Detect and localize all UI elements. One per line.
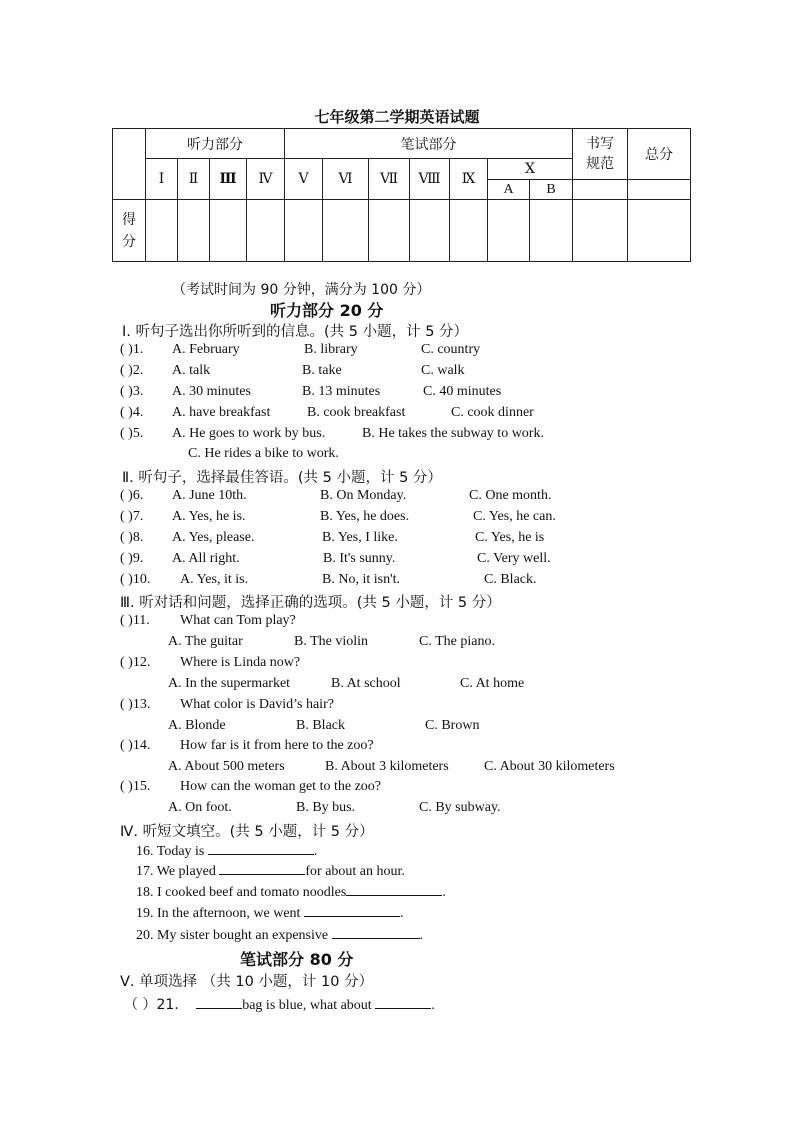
option-a: A. talk <box>172 363 211 378</box>
section-1-heading: Ⅰ. 听句子选出你所听到的信息。(共 5 小题，计 5 分） <box>122 324 469 340</box>
question-number: ( )13. <box>120 697 151 712</box>
answer-blank[interactable] <box>346 883 442 896</box>
question-number: ( )12. <box>120 655 151 670</box>
punctuation: . <box>442 885 446 900</box>
col-header-4: Ⅳ <box>247 159 285 200</box>
option-b: B. It's sunny. <box>323 551 396 566</box>
prompt: 16. Today is <box>136 844 205 859</box>
score-cell[interactable] <box>530 200 573 262</box>
option-c: C. He rides a bike to work. <box>188 446 339 461</box>
col-header-3: Ⅲ <box>210 159 247 200</box>
score-label: 得分 <box>113 200 146 262</box>
score-cell[interactable] <box>210 200 247 262</box>
option-c: C. The piano. <box>419 634 495 649</box>
question-number: ( )3. <box>120 384 144 399</box>
answer-blank[interactable] <box>208 842 314 855</box>
punctuation: . <box>419 928 424 943</box>
answer-blank[interactable] <box>375 996 431 1009</box>
written-title: 笔试部分 80 分 <box>240 950 354 969</box>
option-a: A. The guitar <box>168 634 243 649</box>
score-cell[interactable] <box>628 200 691 262</box>
question-text: How can the woman get to the zoo? <box>180 779 381 794</box>
question-number: ( )9. <box>120 551 144 566</box>
option-c: C. 40 minutes <box>423 384 502 399</box>
option-a: A. In the supermarket <box>168 676 291 691</box>
section-4-heading: Ⅳ. 听短文填空。(共 5 小题，计 5 分） <box>120 824 374 840</box>
col-header-5: Ⅴ <box>285 159 323 200</box>
prompt: 17. We played <box>136 864 216 879</box>
option-b: B. No, it isn't. <box>322 572 400 587</box>
option-a: A. February <box>172 342 240 357</box>
option-c: C. At home <box>460 676 525 691</box>
option-c: C. Brown <box>425 718 480 733</box>
col-header-1: Ⅰ <box>146 159 178 200</box>
col-header-2: Ⅱ <box>178 159 210 200</box>
question-number: ( )1. <box>120 342 144 357</box>
score-cell[interactable] <box>146 200 178 262</box>
option-c: C. country <box>421 342 481 357</box>
score-cell[interactable] <box>488 200 530 262</box>
section-5-heading: Ⅴ. 单项选择 （共 10 小题，计 10 分） <box>120 974 374 990</box>
option-c: C. About 30 kilometers <box>484 759 615 774</box>
answer-blank[interactable] <box>332 926 420 939</box>
section-2-heading: Ⅱ. 听句子，选择最佳答语。(共 5 小题，计 5 分） <box>122 470 442 486</box>
option-a: A. On foot. <box>168 800 232 815</box>
option-a: A. Blonde <box>168 718 226 733</box>
option-a: A. All right. <box>172 551 240 566</box>
answer-blank[interactable] <box>219 862 305 875</box>
option-b: B. Yes, I like. <box>322 530 398 545</box>
question-19 <box>136 904 403 922</box>
question-16 <box>136 842 317 860</box>
score-cell[interactable] <box>247 200 285 262</box>
table-corner-cell <box>113 129 146 200</box>
score-cell[interactable] <box>450 200 488 262</box>
option-b: B. take <box>302 363 342 378</box>
answer-blank[interactable] <box>304 904 400 917</box>
total-header: 总分 <box>628 129 691 180</box>
score-cell[interactable] <box>573 200 628 262</box>
score-cell[interactable] <box>369 200 410 262</box>
question-number: ( )5. <box>120 426 144 441</box>
option-a: A. Yes, please. <box>172 530 255 545</box>
col-header-10: Ⅹ <box>488 159 573 180</box>
punctuation: . <box>431 998 435 1013</box>
question-21 <box>124 994 435 1014</box>
question-text: What can Tom play? <box>180 613 296 628</box>
question-number: ( )6. <box>120 488 144 503</box>
listening-header: 听力部分 <box>146 129 285 159</box>
score-table <box>112 128 691 262</box>
question-number: ( )8. <box>120 530 144 545</box>
option-a: A. have breakfast <box>172 405 271 420</box>
option-c: C. Yes, he can. <box>473 509 556 524</box>
option-a: A. 30 minutes <box>172 384 251 399</box>
option-b: B. cook breakfast <box>307 405 406 420</box>
listening-title: 听力部分 20 分 <box>270 301 384 320</box>
question-number: ( )15. <box>120 779 151 794</box>
option-a: A. June 10th. <box>172 488 247 503</box>
col-header-10a: A <box>488 180 530 200</box>
col-header-8: Ⅷ <box>410 159 450 200</box>
option-c: C. By subway. <box>419 800 501 815</box>
section-3-heading: Ⅲ. 听对话和问题，选择正确的选项。(共 5 小题，计 5 分） <box>120 595 501 611</box>
option-b: B. 13 minutes <box>302 384 381 399</box>
option-b: B. About 3 kilometers <box>325 759 449 774</box>
col-header-10b: B <box>530 180 573 200</box>
question-text: Where is Linda now? <box>180 655 301 670</box>
written-header: 笔试部分 <box>285 129 573 159</box>
option-b: B. Yes, he does. <box>320 509 410 524</box>
handwriting-subcell <box>573 180 628 200</box>
answer-blank[interactable] <box>196 996 242 1009</box>
score-cell[interactable] <box>285 200 323 262</box>
exam-info: （考试时间为 90 分钟，满分为 100 分） <box>172 282 431 298</box>
question-number: ( )7. <box>120 509 144 524</box>
question-text: bag is blue, what about <box>242 998 372 1013</box>
col-header-9: Ⅸ <box>450 159 488 200</box>
question-number: ( )10. <box>120 572 151 587</box>
question-number: ( )2. <box>120 363 144 378</box>
option-c: C. One month. <box>469 488 552 503</box>
option-b: B. He takes the subway to work. <box>362 426 544 441</box>
question-text: How far is it from here to the zoo? <box>180 738 374 753</box>
punctuation: . <box>399 906 404 921</box>
option-c: C. Black. <box>484 572 537 587</box>
option-c: C. Yes, he is <box>475 530 545 545</box>
question-number: ( )4. <box>120 405 144 420</box>
option-a: A. About 500 meters <box>168 759 285 774</box>
option-a: A. He goes to work by bus. <box>172 426 326 441</box>
option-b: B. Black <box>296 718 345 733</box>
prompt: 19. In the afternoon, we went <box>136 906 301 921</box>
suffix: for about an hour. <box>305 864 405 879</box>
option-c: C. Very well. <box>477 551 551 566</box>
option-b: B. On Monday. <box>320 488 407 503</box>
col-header-6: Ⅵ <box>323 159 369 200</box>
page-title: 七年级第二学期英语试题 <box>314 110 480 126</box>
option-c: C. cook dinner <box>451 405 534 420</box>
score-cell[interactable] <box>323 200 369 262</box>
option-b: B. The violin <box>294 634 369 649</box>
prompt: 20. My sister bought an expensive <box>136 928 329 943</box>
option-c: C. walk <box>421 363 465 378</box>
question-text: What color is David’s hair? <box>180 697 334 712</box>
col-header-7: Ⅶ <box>369 159 410 200</box>
handwriting-header: 书写规范 <box>573 129 628 180</box>
question-number: ( )11. <box>120 613 150 628</box>
option-b: B. library <box>304 342 358 357</box>
option-a: A. Yes, it is. <box>180 572 249 587</box>
score-cell[interactable] <box>410 200 450 262</box>
option-a: A. Yes, he is. <box>172 509 246 524</box>
total-subcell <box>628 180 691 200</box>
question-18 <box>136 883 446 901</box>
score-cell[interactable] <box>178 200 210 262</box>
prompt: 18. I cooked beef and tomato noodles <box>136 885 347 900</box>
option-b: B. At school <box>331 676 401 691</box>
punctuation: . <box>313 844 318 859</box>
question-number: （ ）21. <box>124 997 179 1013</box>
option-b: B. By bus. <box>296 800 356 815</box>
question-number: ( )14. <box>120 738 151 753</box>
question-17 <box>136 862 405 880</box>
question-20 <box>136 926 423 944</box>
